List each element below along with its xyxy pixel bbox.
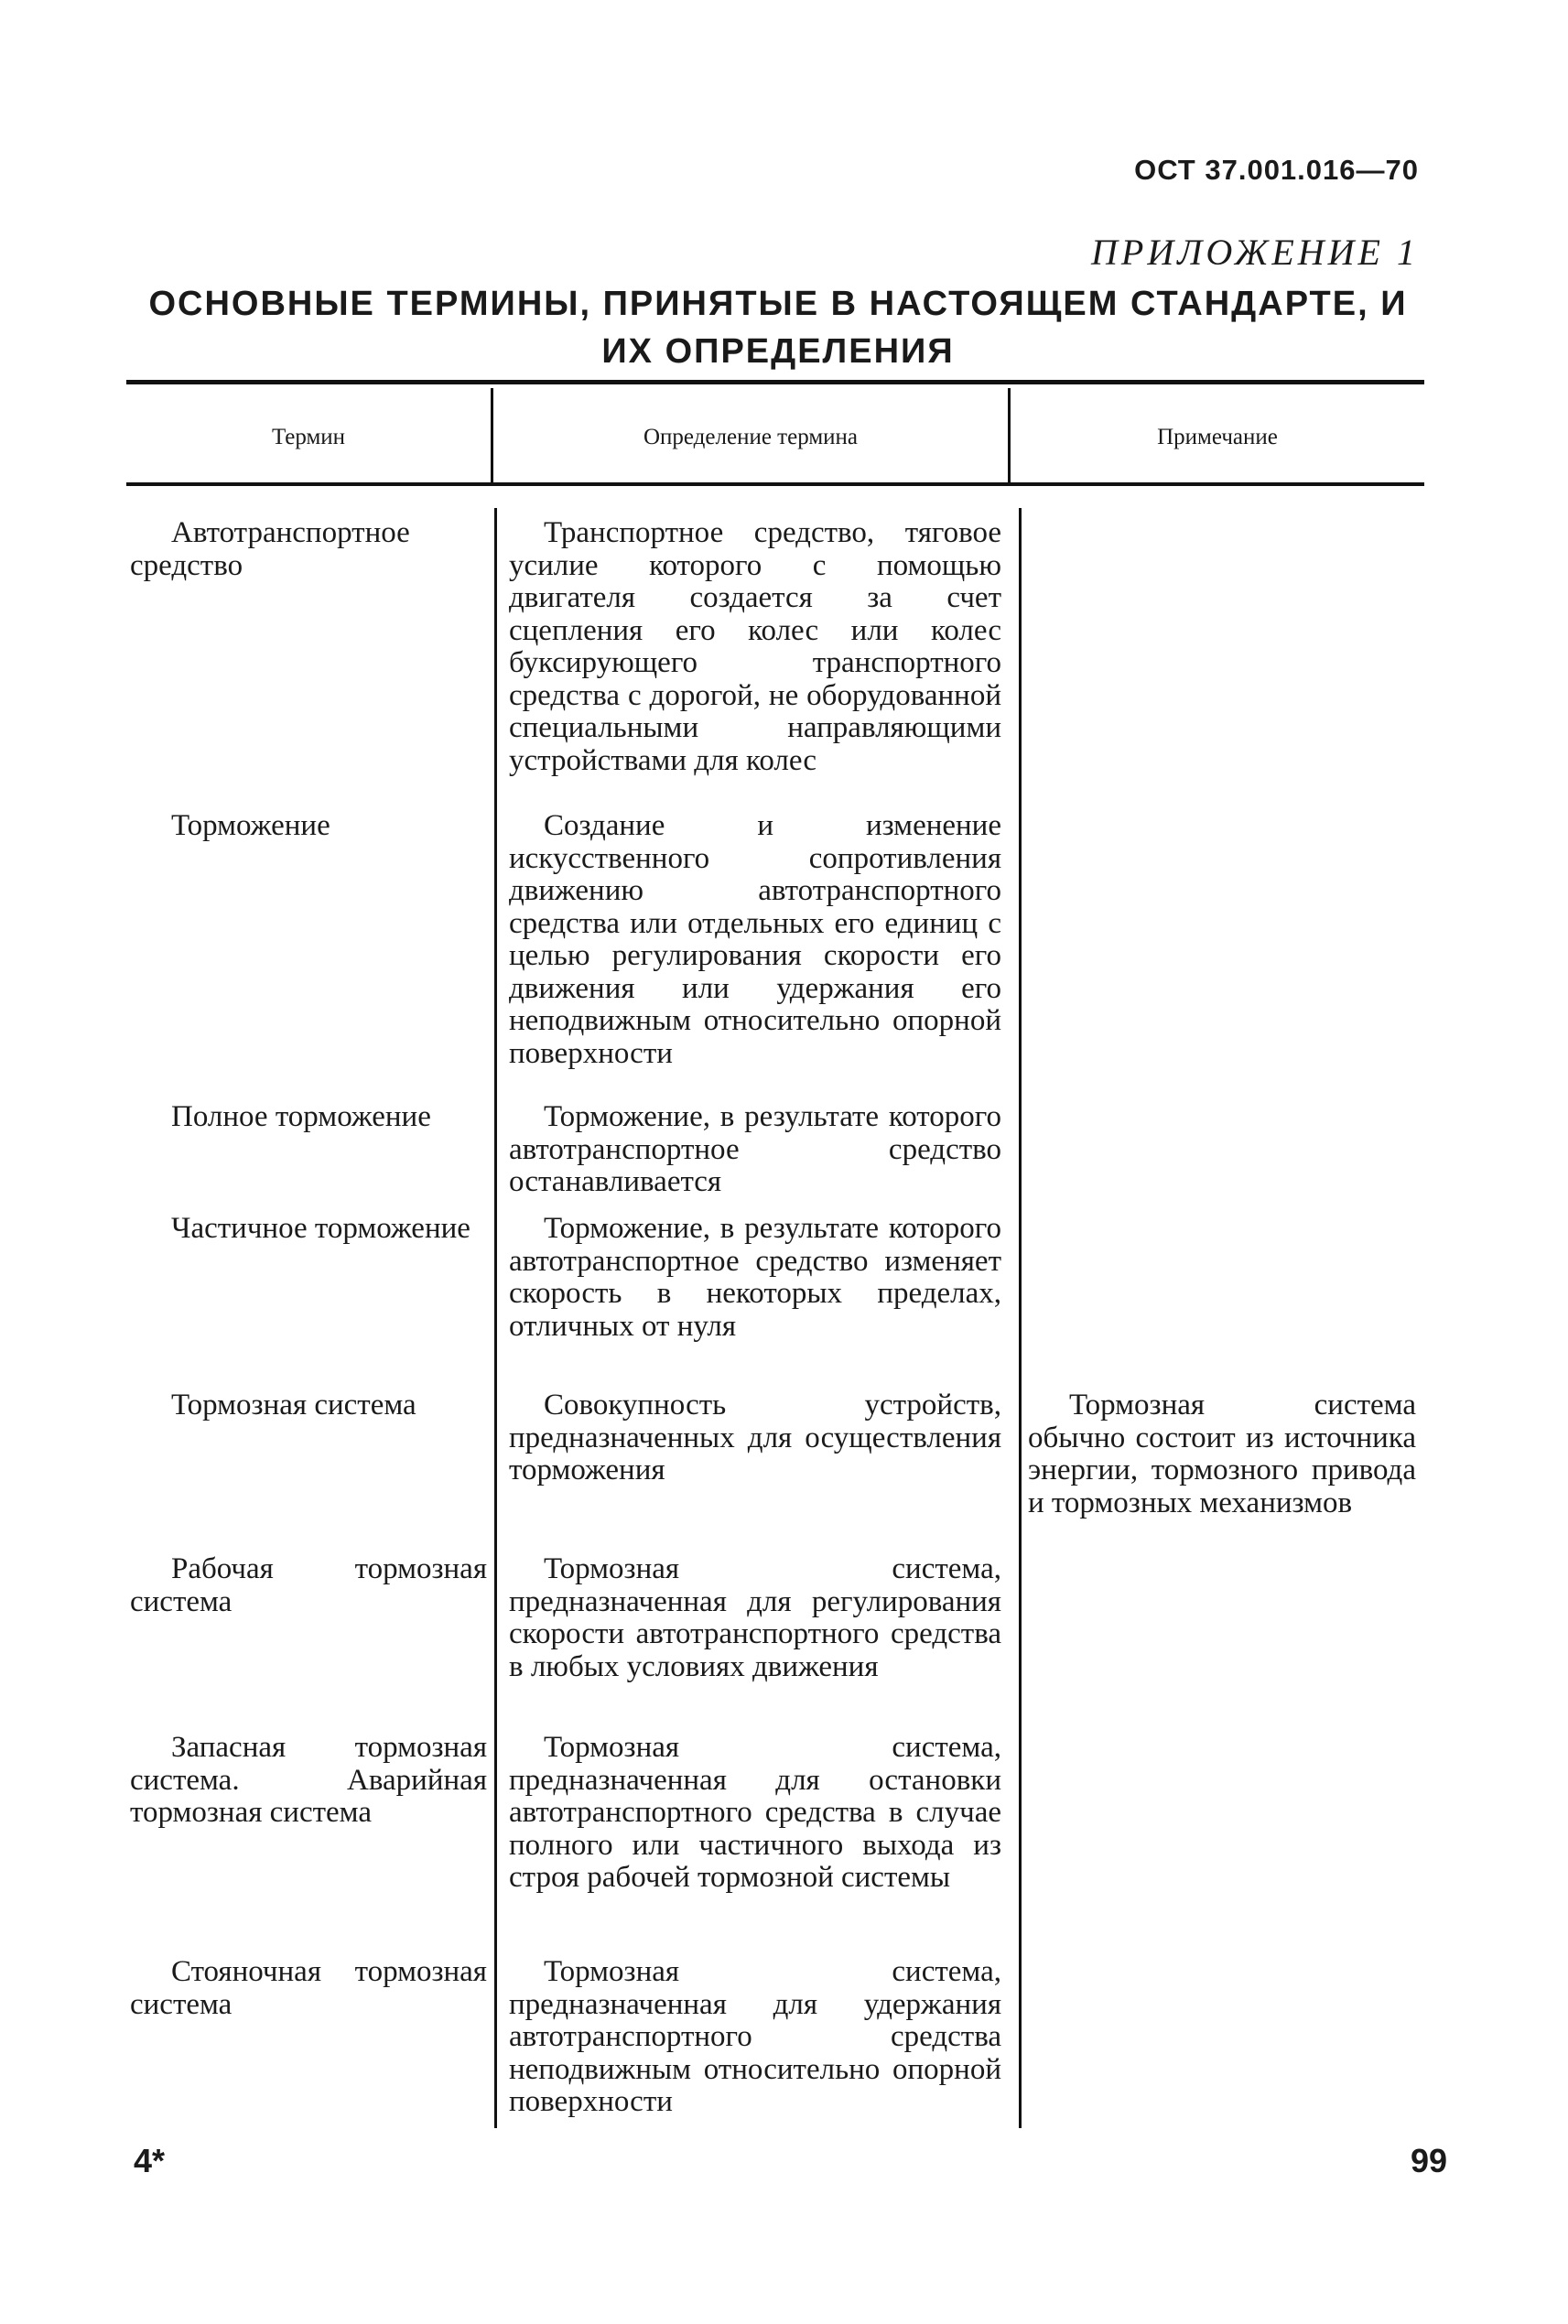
note-cell: Тормозная система обычно состоит из источника энергии, тормозного привода и тормозных механизмов [1028,1389,1416,1519]
appendix-label: ПРИЛОЖЕНИЕ 1 [1091,232,1419,273]
definition-cell: Тормозная система, предназначенная для остановки автотранспортного средства в случае полного или частичного выхода из строя рабочей тормозной системы [509,1731,1001,1894]
term-cell: Тормозная система [171,1389,416,1421]
term-cell: Частичное торможение [171,1212,470,1245]
column-divider-1-body [494,508,497,2128]
definition-cell: Торможение, в результате которого автотранспортное средство изменяет скорость в некоторых пределах, отличных от нуля [509,1212,1001,1343]
standard-code: ОСТ 37.001.016—70 [1134,154,1419,186]
term-cell: Торможение [171,809,330,842]
term-cell: Запасная тормозная система. Аварийная тормозная система [130,1731,487,1829]
page-number: 99 [1410,2142,1447,2179]
page-title: ОСНОВНЫЕ ТЕРМИНЫ, ПРИНЯТЫЕ В НАСТОЯЩЕМ СТАНДАРТЕ, И ИХ ОПРЕДЕЛЕНИЯ [148,285,1408,371]
term-cell: Автотранспортное средство [130,516,410,582]
column-header-note: Примечание [1157,425,1278,449]
definition-cell: Совокупность устройств, предназначенных для осуществления торможения [509,1389,1001,1486]
definition-cell: Транспортное средство, тяговое усилие которого с помощью двигателя создается за счет сцепления его колес или колес буксирующего транспортного средства с дорогой, не оборудованной специальными направляющими устройствами для колес [509,516,1001,777]
definition-cell: Создание и изменение искусственного сопротивления движению автотранспортного средства или отдельных его единиц с целью регулирования скорости его движения или удержания его неподвижным относительно опорной поверхности [509,809,1001,1070]
definition-cell: Тормозная система, предназначенная для регулирования скорости автотранспортного средства в любых условиях движения [509,1552,1001,1683]
column-divider-2-body [1019,508,1022,2128]
term-cell: Рабочая тормозная система [130,1552,487,1618]
column-header-term: Термин [271,425,346,449]
definition-cell: Торможение, в результате которого автотранспортное средство останавливается [509,1100,1001,1198]
table-top-rule [126,380,1424,384]
term-cell: Стояночная тормозная система [130,1955,487,2021]
table-header-rule [126,482,1424,486]
definition-cell: Тормозная система, предназначенная для удержания автотранспортного средства неподвижным относительно опорной поверхности [509,1955,1001,2118]
term-cell: Полное торможение [171,1100,431,1133]
column-header-definition: Определение термина [643,425,858,449]
signature-mark: 4* [134,2142,166,2179]
